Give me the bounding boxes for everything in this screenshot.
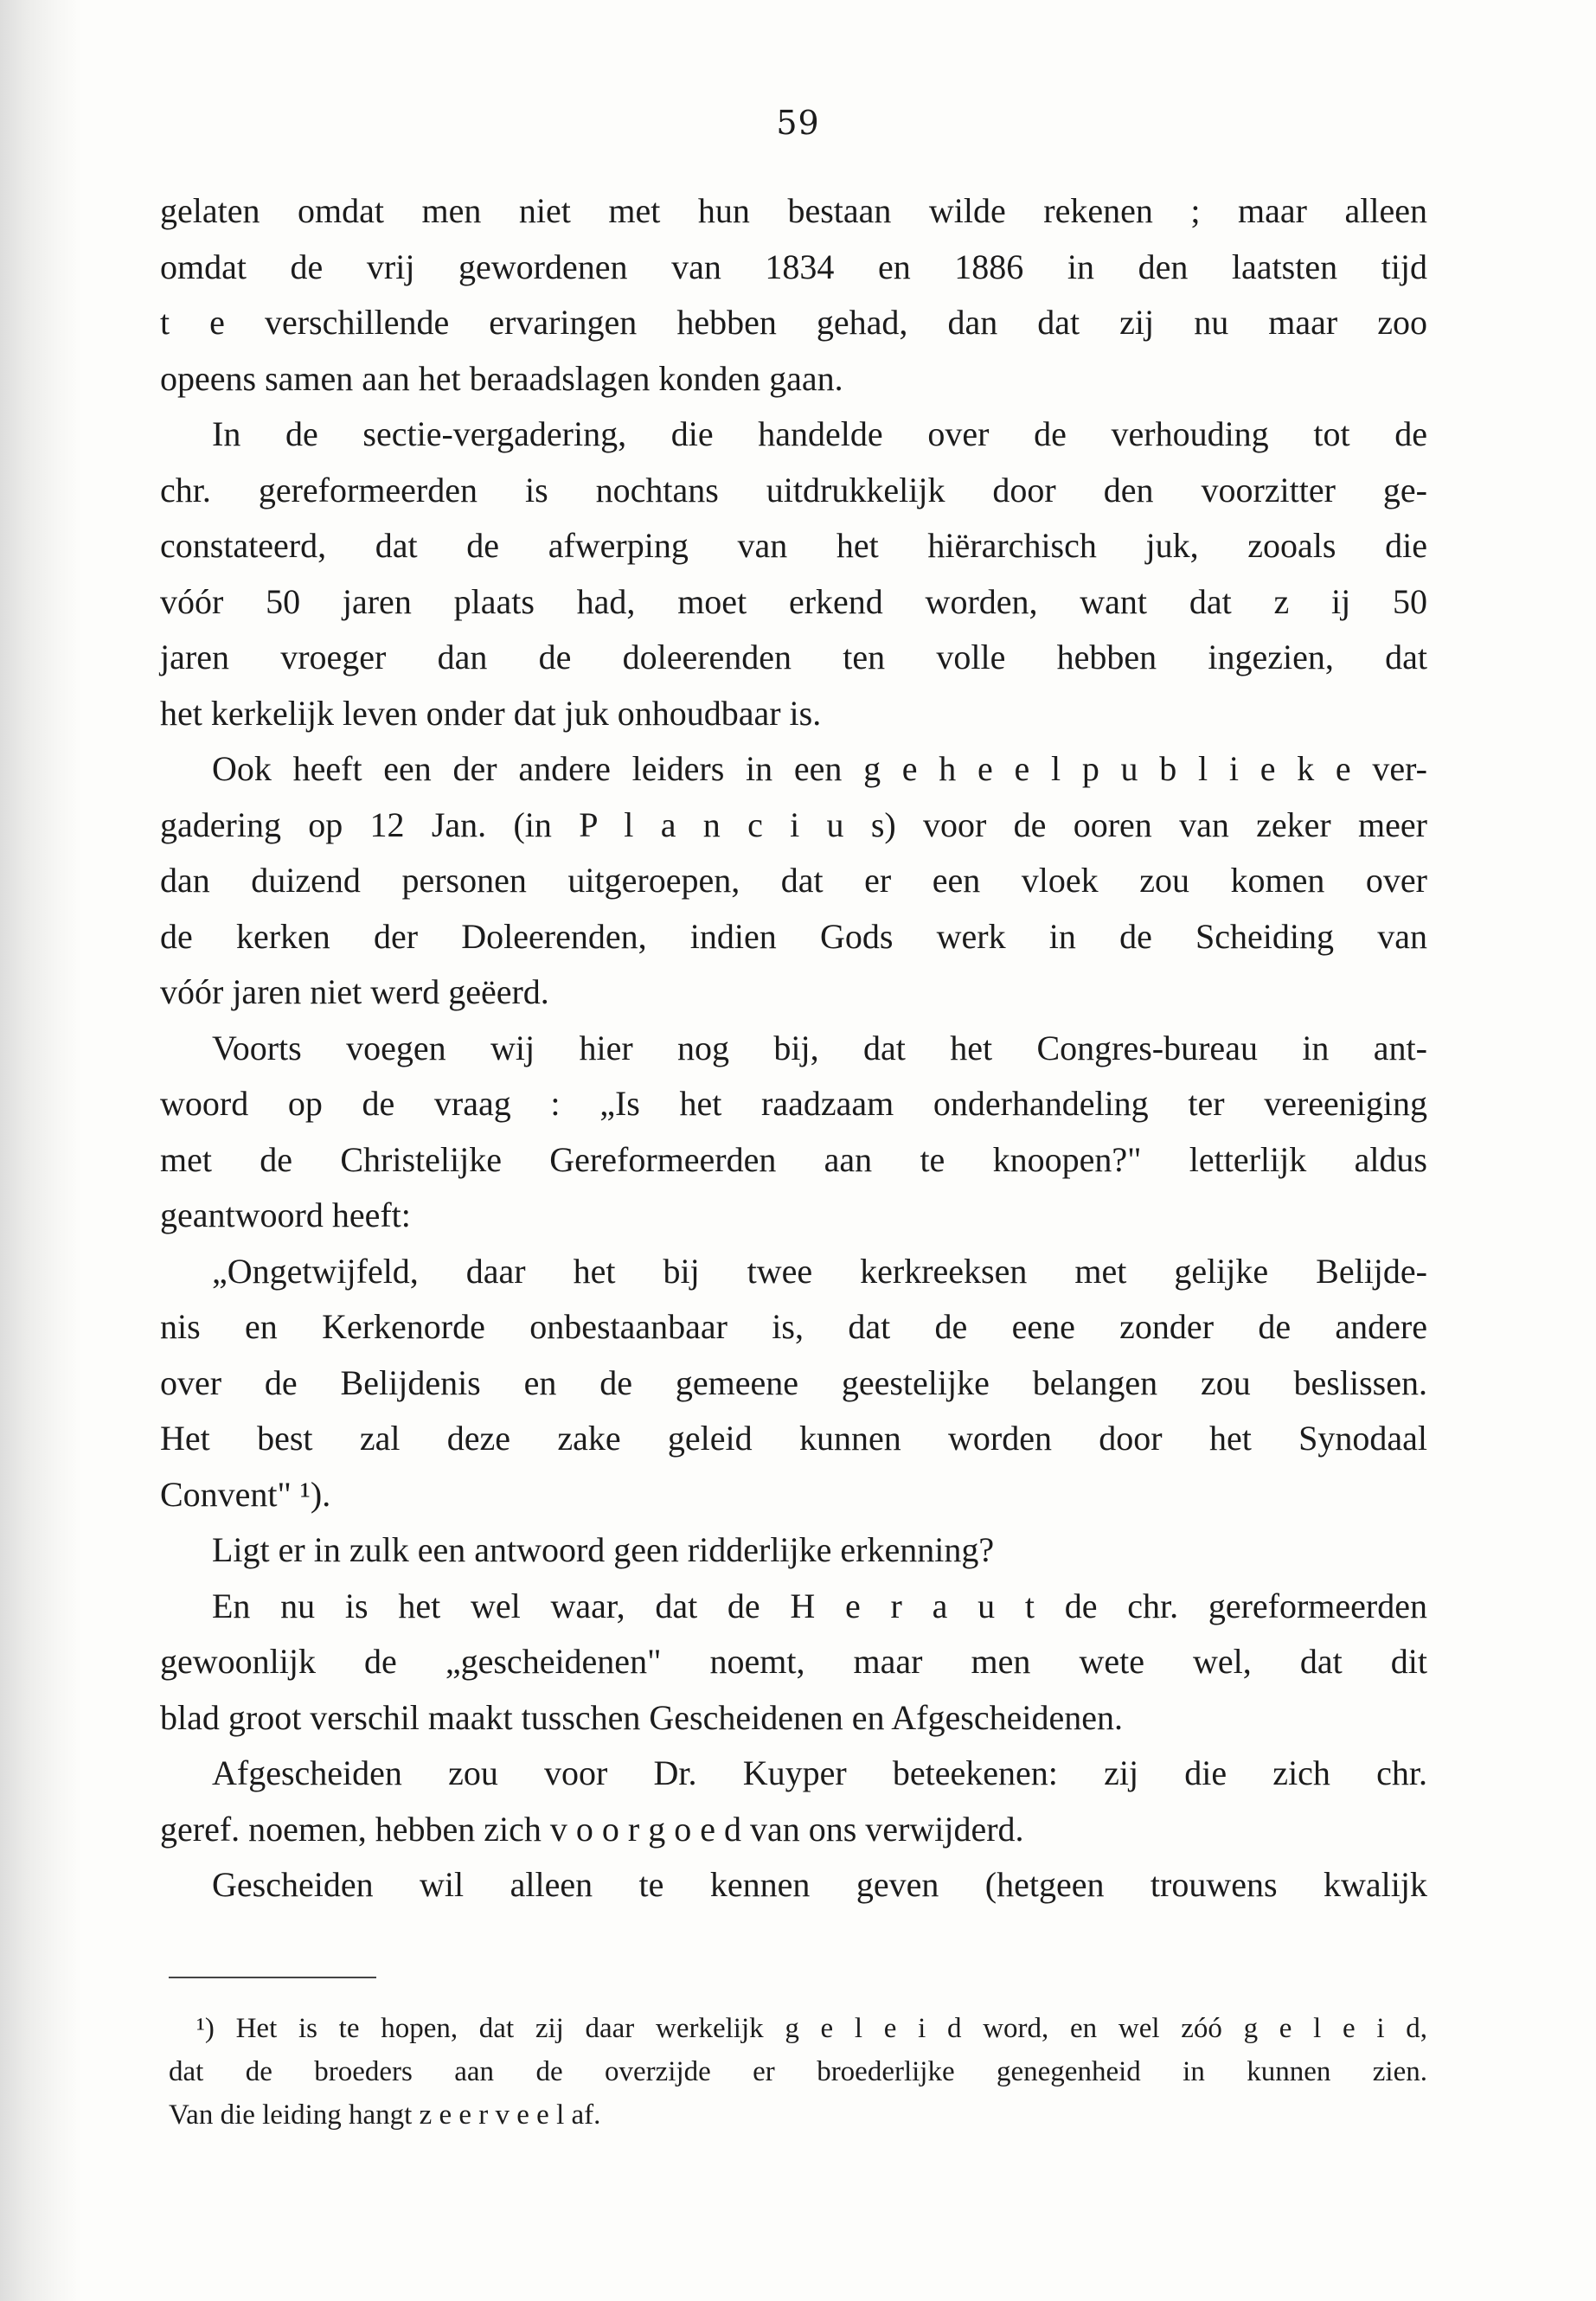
text-line: Gescheiden wil alleen te kennen geven (hetgeen trouwens kwalijk bbox=[212, 1865, 1427, 1904]
text-line: jaren vroeger dan de doleerenden ten volle hebben ingezien, dat bbox=[160, 638, 1427, 676]
footnotes bbox=[169, 2007, 1427, 2137]
text-line: gelaten omdat men niet met hun bestaan wilde rekenen ; maar alleen bbox=[160, 191, 1427, 230]
page-number: 59 bbox=[776, 104, 820, 142]
text-line: t e verschillende ervaringen hebben gehad, dan dat zij nu maar zoo bbox=[160, 303, 1427, 342]
text-line: omdat de vrij gewordenen van 1834 en 1886 in den laatsten tijd bbox=[160, 247, 1427, 286]
text-line: gadering op 12 Jan. (in P l a n c i u s) voor de ooren van zeker meer bbox=[160, 804, 1427, 844]
text-line: geantwoord heeft: bbox=[160, 1195, 411, 1234]
text-line: vóór 50 jaren plaats had, moet erkend worden, want dat z ij 50 bbox=[160, 581, 1427, 621]
text-line: Afgescheiden zou voor Dr. Kuyper beteekenen: zij die zich chr. bbox=[212, 1753, 1427, 1792]
footnote-line: Van die leiding hangt z e e r v e e l af. bbox=[169, 2099, 601, 2131]
text-line: met de Christelijke Gereformeerden aan te knoopen?" letterlijk aldus bbox=[160, 1139, 1427, 1179]
text-line: Ook heeft een der andere leiders in een g e h e e l p u b l i e k e ver- bbox=[212, 749, 1427, 788]
text-line: Convent" ¹). bbox=[160, 1474, 331, 1514]
footnote-line: ¹) Het is te hopen, dat zij daar werkelijk g e l e i d word, en wel zóó g e l e i d, bbox=[196, 2013, 1427, 2044]
text-line: gewoonlijk de „gescheidenen" noemt, maar men wete wel, dat dit bbox=[160, 1642, 1427, 1681]
footnote-divider bbox=[169, 1977, 376, 1978]
text-line: over de Belijdenis en de gemeene geestelijke belangen zou beslissen. bbox=[160, 1362, 1427, 1402]
text-line: woord op de vraag : „Is het raadzaam onderhandeling ter vereeniging bbox=[160, 1084, 1427, 1123]
text-line: constateerd, dat de afwerping van het hiërarchisch juk, zooals die bbox=[160, 526, 1427, 565]
text-line: In de sectie-vergadering, die handelde over de verhouding tot de bbox=[212, 414, 1427, 453]
text-line: vóór jaren niet werd geëerd. bbox=[160, 972, 549, 1011]
text-line: opeens samen aan het beraadslagen konden gaan. bbox=[160, 358, 843, 398]
text-line: dan duizend personen uitgeroepen, dat er een vloek zou komen over bbox=[160, 861, 1427, 900]
footnote-line: dat de broeders aan de overzijde er broederlijke genegenheid in kunnen zien. bbox=[169, 2056, 1427, 2087]
body-text bbox=[160, 183, 1427, 1913]
text-line: blad groot verschil maakt tusschen Gescheidenen en Afgescheidenen. bbox=[160, 1697, 1123, 1737]
text-line: Voorts voegen wij hier nog bij, dat het Congres-bureau in ant- bbox=[212, 1028, 1427, 1067]
text-line: nis en Kerkenorde onbestaanbaar is, dat de eene zonder de andere bbox=[160, 1307, 1427, 1346]
text-line: chr. gereformeerden is nochtans uitdrukkelijk door den voorzitter ge- bbox=[160, 470, 1427, 510]
text-line: het kerkelijk leven onder dat juk onhoudbaar is. bbox=[160, 693, 822, 733]
scanned-page-edge bbox=[0, 0, 82, 2301]
text-line: Het best zal deze zake geleid kunnen worden door het Synodaal bbox=[160, 1419, 1427, 1458]
text-line: En nu is het wel waar, dat de H e r a u t de chr. gereformeerden bbox=[212, 1586, 1427, 1625]
text-line: de kerken der Doleerenden, indien Gods werk in de Scheiding van bbox=[160, 916, 1427, 956]
text-line: Ligt er in zulk een antwoord geen ridderlijke erkenning? bbox=[212, 1530, 995, 1569]
text-line: „Ongetwijfeld, daar het bij twee kerkreeksen met gelijke Belijde- bbox=[212, 1251, 1427, 1291]
text-line: geref. noemen, hebben zich v o o r g o e d van ons verwijderd. bbox=[160, 1809, 1024, 1849]
